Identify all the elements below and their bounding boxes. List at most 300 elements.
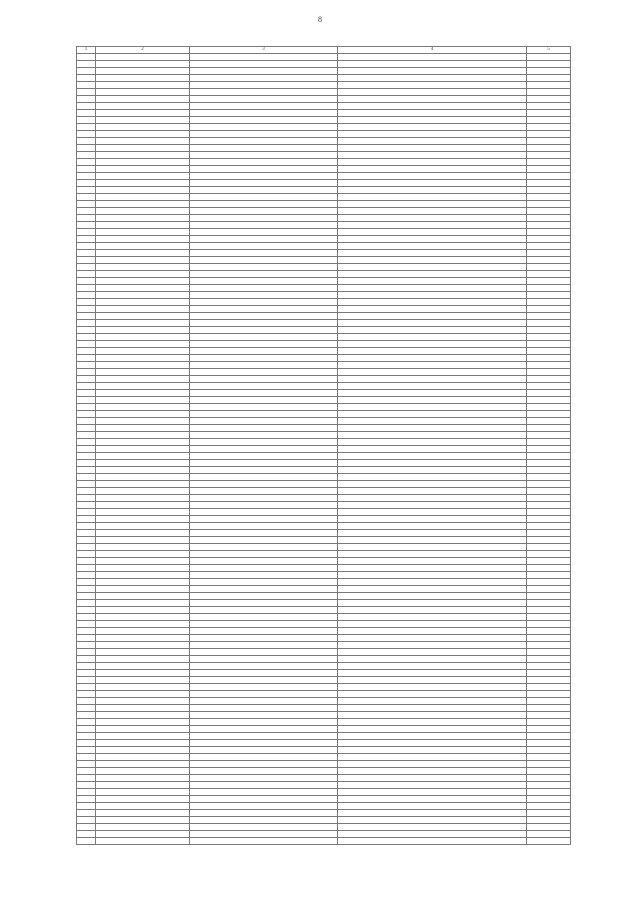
- table-cell: [96, 803, 190, 810]
- table-row: [77, 278, 571, 285]
- table-row: [77, 341, 571, 348]
- table-cell: [190, 474, 338, 481]
- table-row: [77, 537, 571, 544]
- table-cell: [338, 82, 527, 89]
- table-cell: [96, 222, 190, 229]
- table-cell: [96, 572, 190, 579]
- table-cell: [338, 117, 527, 124]
- table-cell: [190, 628, 338, 635]
- table-cell: [527, 817, 571, 824]
- table-cell: [96, 131, 190, 138]
- table-cell: [96, 264, 190, 271]
- table-cell: [190, 103, 338, 110]
- table-cell: [527, 775, 571, 782]
- table-cell: [190, 124, 338, 131]
- table-cell: [77, 222, 96, 229]
- table-cell: [527, 376, 571, 383]
- table-cell: [96, 404, 190, 411]
- table-cell: [190, 467, 338, 474]
- table-cell: [338, 145, 527, 152]
- table-cell: [96, 432, 190, 439]
- table-cell: [527, 383, 571, 390]
- table-cell: [338, 229, 527, 236]
- column-number-row: [77, 47, 571, 54]
- table-cell: [190, 663, 338, 670]
- table-row: [77, 579, 571, 586]
- table-cell: [338, 397, 527, 404]
- table-row: [77, 68, 571, 75]
- table-cell: [190, 796, 338, 803]
- table-cell: [77, 208, 96, 215]
- table-cell: [338, 320, 527, 327]
- table-cell: [527, 754, 571, 761]
- table-cell: [96, 418, 190, 425]
- table-cell: [527, 348, 571, 355]
- table-cell: [527, 61, 571, 68]
- table-cell: [338, 173, 527, 180]
- table-cell: [77, 544, 96, 551]
- table-cell: [190, 194, 338, 201]
- table-cell: [190, 754, 338, 761]
- table-cell: [527, 628, 571, 635]
- table-cell: [338, 740, 527, 747]
- table-cell: [96, 544, 190, 551]
- table-cell: [527, 320, 571, 327]
- table-cell: [338, 243, 527, 250]
- table-cell: [77, 124, 96, 131]
- table-cell: [96, 292, 190, 299]
- table-cell: [338, 278, 527, 285]
- table-cell: [338, 593, 527, 600]
- table-cell: [527, 201, 571, 208]
- table-row: [77, 467, 571, 474]
- table-cell: [96, 383, 190, 390]
- table-cell: [338, 355, 527, 362]
- table-cell: [77, 236, 96, 243]
- table-row: [77, 376, 571, 383]
- table-cell: [527, 600, 571, 607]
- table-row: [77, 747, 571, 754]
- table-cell: [77, 733, 96, 740]
- table-row: [77, 810, 571, 817]
- table-cell: [527, 425, 571, 432]
- table-row: [77, 586, 571, 593]
- table-cell: [96, 110, 190, 117]
- table-row: [77, 124, 571, 131]
- table-cell: [527, 831, 571, 838]
- table-row: [77, 754, 571, 761]
- table-cell: [527, 635, 571, 642]
- table-cell: [190, 635, 338, 642]
- table-cell: [190, 397, 338, 404]
- table-cell: [77, 117, 96, 124]
- table-cell: [77, 404, 96, 411]
- table-row: [77, 446, 571, 453]
- table-cell: [77, 789, 96, 796]
- table-cell: [77, 719, 96, 726]
- table-cell: [338, 516, 527, 523]
- table-cell: [527, 264, 571, 271]
- table-row: [77, 670, 571, 677]
- table-cell: [190, 789, 338, 796]
- table-cell: [96, 257, 190, 264]
- table-cell: [96, 600, 190, 607]
- table-cell: [338, 187, 527, 194]
- table-cell: [190, 61, 338, 68]
- table-cell: [338, 684, 527, 691]
- table-row: [77, 180, 571, 187]
- table-cell: [190, 712, 338, 719]
- table-row: [77, 495, 571, 502]
- table-cell: [190, 537, 338, 544]
- table-cell: [96, 208, 190, 215]
- table-cell: [527, 733, 571, 740]
- table-cell: [77, 488, 96, 495]
- table-row: [77, 628, 571, 635]
- table-cell: [190, 75, 338, 82]
- table-cell: [527, 740, 571, 747]
- table-cell: [96, 488, 190, 495]
- table-cell: [190, 621, 338, 628]
- table-cell: [338, 292, 527, 299]
- table-row: [77, 250, 571, 257]
- table-cell: [338, 747, 527, 754]
- table-row: [77, 236, 571, 243]
- table-cell: [190, 327, 338, 334]
- table-cell: [338, 264, 527, 271]
- table-cell: [527, 467, 571, 474]
- table-cell: [77, 250, 96, 257]
- table-cell: [77, 684, 96, 691]
- table-cell: [96, 194, 190, 201]
- table-cell: [77, 782, 96, 789]
- table-cell: [190, 733, 338, 740]
- table-cell: [338, 712, 527, 719]
- table-cell: [338, 166, 527, 173]
- table-cell: [96, 796, 190, 803]
- table-cell: [527, 110, 571, 117]
- table-cell: [338, 236, 527, 243]
- table-cell: [527, 194, 571, 201]
- table-cell: [96, 425, 190, 432]
- table-cell: [96, 691, 190, 698]
- table-cell: [338, 614, 527, 621]
- table-cell: [338, 208, 527, 215]
- table-cell: [527, 824, 571, 831]
- table-cell: [527, 607, 571, 614]
- table-cell: [527, 89, 571, 96]
- table-cell: [338, 61, 527, 68]
- table-cell: [338, 796, 527, 803]
- table-row: [77, 292, 571, 299]
- table-cell: [77, 698, 96, 705]
- table-cell: [77, 264, 96, 271]
- table-cell: [527, 152, 571, 159]
- table-cell: [190, 96, 338, 103]
- table-cell: [338, 803, 527, 810]
- table-cell: [527, 586, 571, 593]
- table-cell: [96, 761, 190, 768]
- table-cell: [190, 89, 338, 96]
- table-cell: [77, 383, 96, 390]
- table-row: [77, 110, 571, 117]
- table-cell: [77, 831, 96, 838]
- table-cell: [77, 96, 96, 103]
- table-cell: [527, 54, 571, 61]
- table-cell: [190, 495, 338, 502]
- table-row: [77, 201, 571, 208]
- table-cell: [96, 607, 190, 614]
- table-cell: [190, 460, 338, 467]
- table-cell: [96, 509, 190, 516]
- table-cell: [96, 530, 190, 537]
- table-cell: [190, 705, 338, 712]
- table-row: [77, 334, 571, 341]
- table-row: [77, 425, 571, 432]
- table-cell: [338, 579, 527, 586]
- table-cell: [190, 369, 338, 376]
- table-cell: [338, 383, 527, 390]
- table-cell: [338, 138, 527, 145]
- table-cell: [190, 278, 338, 285]
- table-row: [77, 775, 571, 782]
- table-cell: [527, 796, 571, 803]
- table-cell: [77, 824, 96, 831]
- table-cell: [527, 530, 571, 537]
- table-cell: [77, 509, 96, 516]
- table-cell: [338, 782, 527, 789]
- table-cell: [190, 642, 338, 649]
- table-cell: [190, 271, 338, 278]
- table-cell: [96, 516, 190, 523]
- table-cell: [77, 341, 96, 348]
- table-cell: [96, 411, 190, 418]
- table-cell: [527, 838, 571, 845]
- table-cell: [527, 222, 571, 229]
- table-row: [77, 544, 571, 551]
- table-cell: [527, 474, 571, 481]
- table-cell: [96, 376, 190, 383]
- table-row: [77, 565, 571, 572]
- table-cell: [96, 313, 190, 320]
- table-cell: [77, 579, 96, 586]
- table-cell: [338, 194, 527, 201]
- column-number: 2: [96, 47, 190, 54]
- table-cell: [338, 250, 527, 257]
- table-cell: [190, 341, 338, 348]
- table-cell: [527, 579, 571, 586]
- table-row: [77, 726, 571, 733]
- table-cell: [77, 173, 96, 180]
- table-cell: [527, 187, 571, 194]
- table-cell: [338, 299, 527, 306]
- table-cell: [77, 180, 96, 187]
- table-cell: [77, 418, 96, 425]
- table-cell: [527, 250, 571, 257]
- table-cell: [527, 481, 571, 488]
- table-cell: [527, 327, 571, 334]
- table-cell: [190, 159, 338, 166]
- table-cell: [527, 439, 571, 446]
- table-cell: [527, 593, 571, 600]
- table-row: [77, 54, 571, 61]
- table-cell: [96, 215, 190, 222]
- table-cell: [338, 502, 527, 509]
- table-cell: [527, 705, 571, 712]
- table-row: [77, 257, 571, 264]
- table-cell: [190, 320, 338, 327]
- table-cell: [190, 138, 338, 145]
- table-row: [77, 355, 571, 362]
- table-cell: [190, 348, 338, 355]
- table-cell: [338, 425, 527, 432]
- table-cell: [190, 68, 338, 75]
- table-cell: [96, 726, 190, 733]
- table-cell: [96, 278, 190, 285]
- table-cell: [190, 257, 338, 264]
- table-cell: [96, 103, 190, 110]
- table-row: [77, 600, 571, 607]
- table-cell: [77, 775, 96, 782]
- table-row: [77, 152, 571, 159]
- table-row: [77, 173, 571, 180]
- table-cell: [96, 565, 190, 572]
- table-cell: [190, 838, 338, 845]
- table-cell: [96, 754, 190, 761]
- table-cell: [527, 810, 571, 817]
- table-cell: [527, 229, 571, 236]
- column-number: 3: [190, 47, 338, 54]
- table-cell: [527, 558, 571, 565]
- table-cell: [96, 334, 190, 341]
- table-cell: [96, 446, 190, 453]
- table-cell: [338, 565, 527, 572]
- table-cell: [77, 621, 96, 628]
- table-cell: [527, 341, 571, 348]
- table-cell: [77, 411, 96, 418]
- table-row: [77, 138, 571, 145]
- table-cell: [190, 180, 338, 187]
- table-cell: [527, 96, 571, 103]
- table-cell: [190, 719, 338, 726]
- table-cell: [338, 705, 527, 712]
- table-cell: [96, 782, 190, 789]
- table-cell: [77, 530, 96, 537]
- table-cell: [190, 782, 338, 789]
- table-cell: [96, 145, 190, 152]
- table-row: [77, 418, 571, 425]
- table-cell: [77, 278, 96, 285]
- table-cell: [77, 103, 96, 110]
- table-cell: [190, 649, 338, 656]
- table-cell: [338, 530, 527, 537]
- table-cell: [96, 243, 190, 250]
- table-cell: [338, 257, 527, 264]
- table-cell: [96, 747, 190, 754]
- table-cell: [96, 341, 190, 348]
- table-cell: [77, 726, 96, 733]
- table-cell: [338, 334, 527, 341]
- table-cell: [77, 481, 96, 488]
- table-cell: [527, 362, 571, 369]
- table-cell: [190, 600, 338, 607]
- table-row: [77, 719, 571, 726]
- table-cell: [338, 558, 527, 565]
- table-row: [77, 82, 571, 89]
- table-cell: [190, 516, 338, 523]
- column-number: 1: [77, 47, 96, 54]
- table-cell: [527, 166, 571, 173]
- table-cell: [96, 558, 190, 565]
- table-cell: [527, 726, 571, 733]
- table-cell: [77, 572, 96, 579]
- table-cell: [527, 103, 571, 110]
- table-cell: [338, 586, 527, 593]
- table-cell: [77, 614, 96, 621]
- table-cell: [77, 551, 96, 558]
- table-cell: [190, 565, 338, 572]
- table-row: [77, 229, 571, 236]
- table-cell: [190, 810, 338, 817]
- table-row: [77, 796, 571, 803]
- table-row: [77, 705, 571, 712]
- table-cell: [338, 607, 527, 614]
- table-cell: [527, 292, 571, 299]
- table-cell: [338, 152, 527, 159]
- table-cell: [338, 733, 527, 740]
- table-cell: [96, 614, 190, 621]
- table-cell: [338, 201, 527, 208]
- table-cell: [190, 264, 338, 271]
- table-cell: [190, 698, 338, 705]
- table-row: [77, 299, 571, 306]
- table-cell: [527, 397, 571, 404]
- table-cell: [338, 474, 527, 481]
- table-cell: [190, 579, 338, 586]
- table-cell: [190, 530, 338, 537]
- table-cell: [338, 180, 527, 187]
- table-cell: [338, 551, 527, 558]
- table-cell: [338, 817, 527, 824]
- table-cell: [77, 446, 96, 453]
- table-cell: [338, 600, 527, 607]
- table-cell: [96, 229, 190, 236]
- table-cell: [77, 299, 96, 306]
- table-cell: [77, 649, 96, 656]
- table-cell: [527, 306, 571, 313]
- table-row: [77, 523, 571, 530]
- table-row: [77, 838, 571, 845]
- table-cell: [77, 362, 96, 369]
- table-cell: [77, 152, 96, 159]
- table-cell: [190, 390, 338, 397]
- table-cell: [96, 271, 190, 278]
- table-cell: [96, 299, 190, 306]
- table-cell: [96, 201, 190, 208]
- table-cell: [77, 194, 96, 201]
- table-cell: [77, 243, 96, 250]
- table-row: [77, 712, 571, 719]
- table-row: [77, 635, 571, 642]
- table-row: [77, 187, 571, 194]
- table-cell: [527, 355, 571, 362]
- table-cell: [96, 68, 190, 75]
- table-cell: [338, 271, 527, 278]
- table-cell: [96, 663, 190, 670]
- table-cell: [96, 453, 190, 460]
- table-row: [77, 404, 571, 411]
- table-row: [77, 691, 571, 698]
